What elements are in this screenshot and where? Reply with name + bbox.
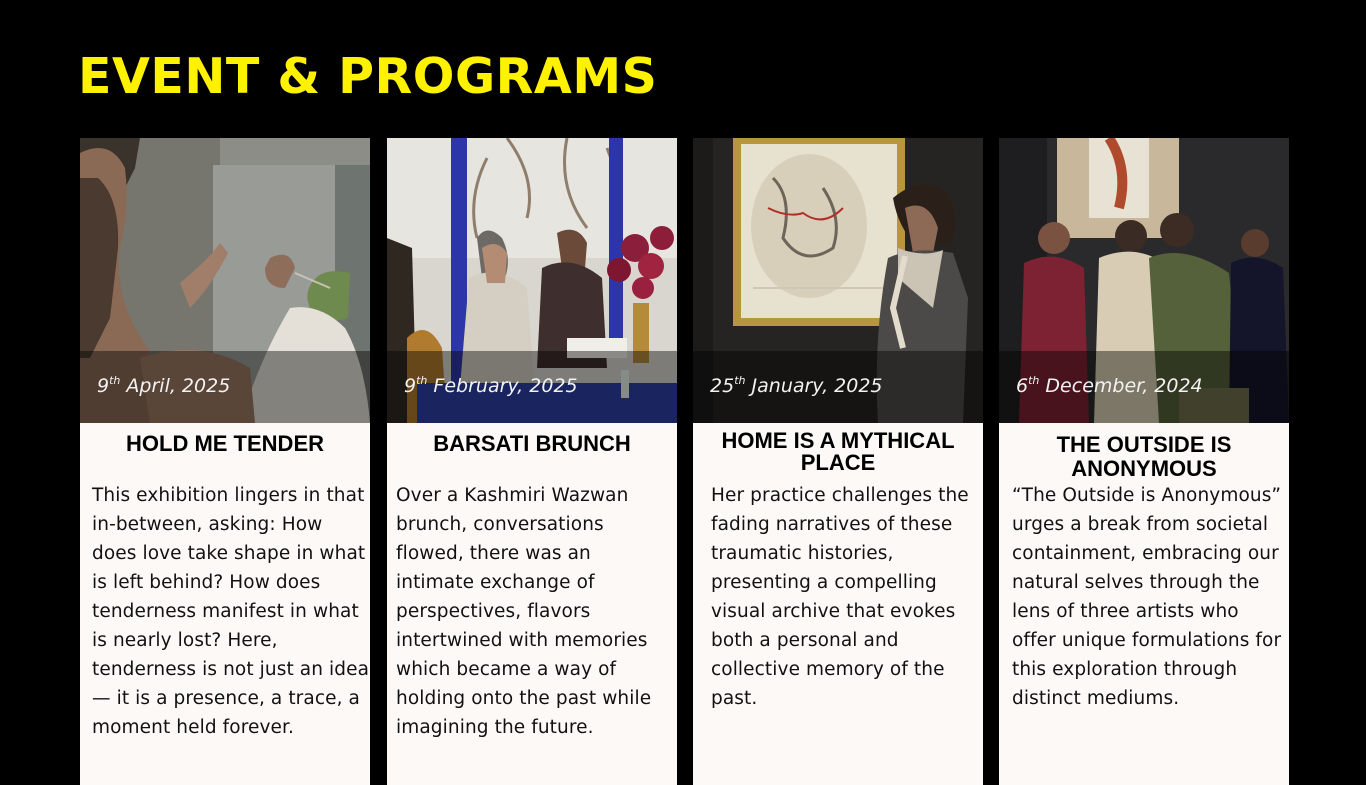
event-date: 25th January, 2025 bbox=[710, 374, 883, 397]
event-description: This exhibition lingers in that in-between, asking: How does love take shape in what is left behind? How does tenderness manifest in what is nearly lost? Here, tenderness is not just an idea — it is a presence, a trace, a moment held forever. bbox=[92, 485, 370, 738]
event-description: Over a Kashmiri Wazwan brunch, conversations flowed, there was an intimate exchange of perspectives, flavors intertwined with memories which became a way of holding onto the past while imagining the future. bbox=[396, 485, 652, 738]
event-card-the-outside-is-anonymous[interactable] bbox=[999, 138, 1289, 785]
event-card-home-is-a-mythical-place[interactable] bbox=[693, 138, 983, 785]
event-title[interactable]: THE OUTSIDE IS ANONYMOUS bbox=[1056, 432, 1232, 481]
page-title: EVENT & PROGRAMS bbox=[78, 48, 658, 105]
event-title[interactable]: HOLD ME TENDER bbox=[126, 431, 324, 456]
event-date: 9th February, 2025 bbox=[404, 374, 578, 397]
event-card-barsati-brunch[interactable] bbox=[387, 138, 677, 785]
event-image-barsati-brunch[interactable] bbox=[387, 138, 677, 423]
event-description: Her practice challenges the fading narratives of these traumatic histories, presenting a compelling visual archive that evokes both a personal and collective memory of the past. bbox=[711, 485, 969, 709]
event-title[interactable]: BARSATI BRUNCH bbox=[433, 431, 631, 456]
event-image-home-is-a-mythical-place[interactable] bbox=[693, 138, 983, 423]
event-date: 9th April, 2025 bbox=[97, 374, 231, 397]
event-image-hold-me-tender[interactable] bbox=[80, 138, 370, 423]
event-title[interactable]: HOME IS A MYTHICAL PLACE bbox=[721, 428, 955, 475]
event-image-the-outside-is-anonymous[interactable] bbox=[999, 138, 1289, 423]
event-cards bbox=[80, 138, 1290, 785]
event-date: 6th December, 2024 bbox=[1016, 374, 1203, 397]
event-card-hold-me-tender[interactable] bbox=[80, 138, 370, 785]
event-description: “The Outside is Anonymous” urges a break from societal containment, embracing our natural selves through the lens of three artists who offer unique formulations for this exploration through distinct mediums. bbox=[1012, 485, 1282, 709]
